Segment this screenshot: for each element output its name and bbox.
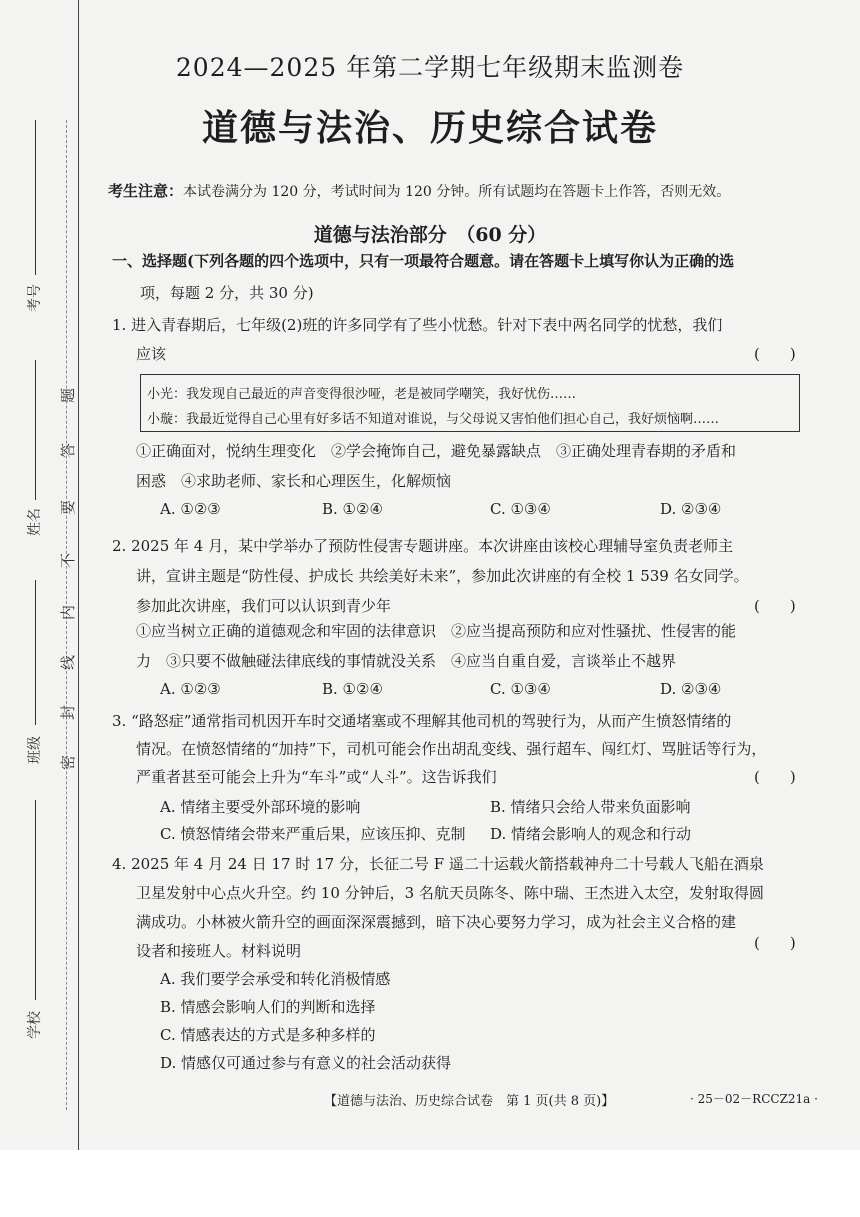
option-c: C. ①③④ <box>490 680 551 698</box>
answer-paren: ( ) <box>754 934 796 952</box>
question-2-text: 讲，宣讲主题是“防性侵、护成长 共绘美好未来”，参加此次讲座的有全校 1 539 名女同学。 <box>136 567 749 585</box>
question-4-text: 满成功。小林被火箭升空的画面深深震撼到，暗下决心要努力学习，成为社会主义合格的建 <box>136 913 737 931</box>
statement-line: ①正确面对，悦纳生理变化 ②学会掩饰自己，避免暴露缺点 ③正确处理青春期的矛盾和 <box>136 442 737 460</box>
question-3-text: 情况。在愤怒情绪的“加持”下，司机可能会作出胡乱变线、强行超车、闯红灯、骂脏话等行为， <box>136 740 767 758</box>
instruction-line: 一、选择题(下列各题的四个选项中，只有一项最符合题意。请在答题卡上填写你认为正确的选 <box>112 252 735 270</box>
seal-char: 题 <box>59 387 78 404</box>
question-1-text: 应该 <box>136 345 167 363</box>
option-b: B. 情感会影响人们的判断和选择 <box>160 998 376 1016</box>
statement-line: ①应当树立正确的道德观念和牢固的法律意识 ②应当提高预防和应对性骚扰、性侵害的能 <box>136 622 737 640</box>
page-margin <box>0 1150 860 1217</box>
answer-paren: ( ) <box>754 768 796 786</box>
question-3-text: 严重者甚至可能会上升为“车斗”或“人斗”。这告诉我们 <box>136 768 497 786</box>
option-c: C. 情感表达的方式是多种多样的 <box>160 1026 376 1044</box>
notice-label: 考生注意： <box>108 182 184 200</box>
question-2-text: 2. 2025 年 4 月，某中学举办了预防性侵害专题讲座。本次讲座由该校心理辅导室负责老师主 <box>112 537 734 555</box>
option-c: C. ①③④ <box>490 500 551 518</box>
paper-code: · 25－02－RCCZ21a · <box>690 1092 818 1106</box>
table-row: 小璇：我最近觉得自己心里有好多话不知道对谁说，与父母说又害怕他们担心自己，我好烦恼啊…… <box>147 412 720 427</box>
instruction-line: 项，每题 2 分，共 30 分) <box>140 284 314 302</box>
table-row: 小光：我发现自己最近的声音变得很沙哑，老是被同学嘲笑，我好忧伤…… <box>147 387 577 402</box>
seal-char: 答 <box>59 442 78 459</box>
option-d: D. ②③④ <box>660 680 722 698</box>
option-d: D. 情感仅可通过参与有意义的社会活动获得 <box>160 1054 452 1072</box>
school-blank <box>35 800 36 1000</box>
statement-line: 力 ③只要不做触碰法律底线的事情就没关系 ④应当自重自爱，言谈举止不越界 <box>136 652 677 670</box>
school-label: 学校 <box>27 1011 43 1039</box>
option-b: B. 情绪只会给人带来负面影响 <box>490 798 691 816</box>
seal-char: 线 <box>59 654 78 671</box>
exam-number-label: 考号 <box>27 284 43 312</box>
seal-char: 要 <box>59 499 78 516</box>
seal-char: 密 <box>59 754 78 771</box>
seal-char: 不 <box>59 552 78 569</box>
name-blank <box>35 360 36 500</box>
notice-text: 本试卷满分为 120 分，考试时间为 120 分钟。所有试题均在答题卡上作答，否则无效。 <box>183 184 731 200</box>
worry-table <box>140 374 800 432</box>
binding-line <box>78 0 79 1150</box>
seal-char: 封 <box>59 704 78 721</box>
answer-paren: ( ) <box>754 597 796 615</box>
question-1-text: 1. 进入青春期后，七年级(2)班的许多同学有了些小忧愁。针对下表中两名同学的忧愁，我们 <box>112 316 723 334</box>
class-label: 班级 <box>27 736 43 764</box>
question-2-text: 参加此次讲座，我们可以认识到青少年 <box>136 597 392 615</box>
exam-title: 2024—2025 年第二学期七年级期末监测卷 <box>175 53 685 82</box>
option-a: A. 我们要学会承受和转化消极情感 <box>160 970 391 988</box>
name-label: 姓名 <box>27 508 43 536</box>
answer-paren: ( ) <box>754 345 796 363</box>
option-a: A. 情绪主要受外部环境的影响 <box>160 798 361 816</box>
subject-title: 道德与法治、历史综合试卷 <box>201 107 658 149</box>
option-b: B. ①②④ <box>322 500 383 518</box>
seal-char: 内 <box>59 604 78 621</box>
option-b: B. ①②④ <box>322 680 383 698</box>
option-a: A. ①②③ <box>160 500 221 518</box>
option-c: C. 愤怒情绪会带来严重后果，应该压抑、克制 <box>160 825 466 843</box>
question-4-text: 4. 2025 年 4 月 24 日 17 时 17 分，长征二号 F 遥二十运载火箭搭载神舟二十号载人飞船在酒泉 <box>112 855 764 873</box>
option-d: D. 情绪会影响人的观念和行动 <box>490 825 692 843</box>
page-footer: 【道德与法治、历史综合试卷 第 1 页(共 8 页)】 <box>324 1094 615 1109</box>
question-4-text: 设者和接班人。材料说明 <box>136 942 302 960</box>
option-d: D. ②③④ <box>660 500 722 518</box>
candidate-notice <box>108 180 730 201</box>
question-4-text: 卫星发射中心点火升空。约 10 分钟后，3 名航天员陈冬、陈中瑞、王杰进入太空，发射取得圆 <box>136 884 764 902</box>
statement-line: 困惑 ④求助老师、家长和心理医生，化解烦恼 <box>136 472 452 490</box>
question-3-text: 3. “路怒症”通常指司机因开车时交通堵塞或不理解其他司机的驾驶行为，从而产生愤怒情绪的 <box>112 712 732 730</box>
section-title: 道德与法治部分 （60 分） <box>313 224 547 246</box>
option-a: A. ①②③ <box>160 680 221 698</box>
class-blank <box>35 580 36 725</box>
